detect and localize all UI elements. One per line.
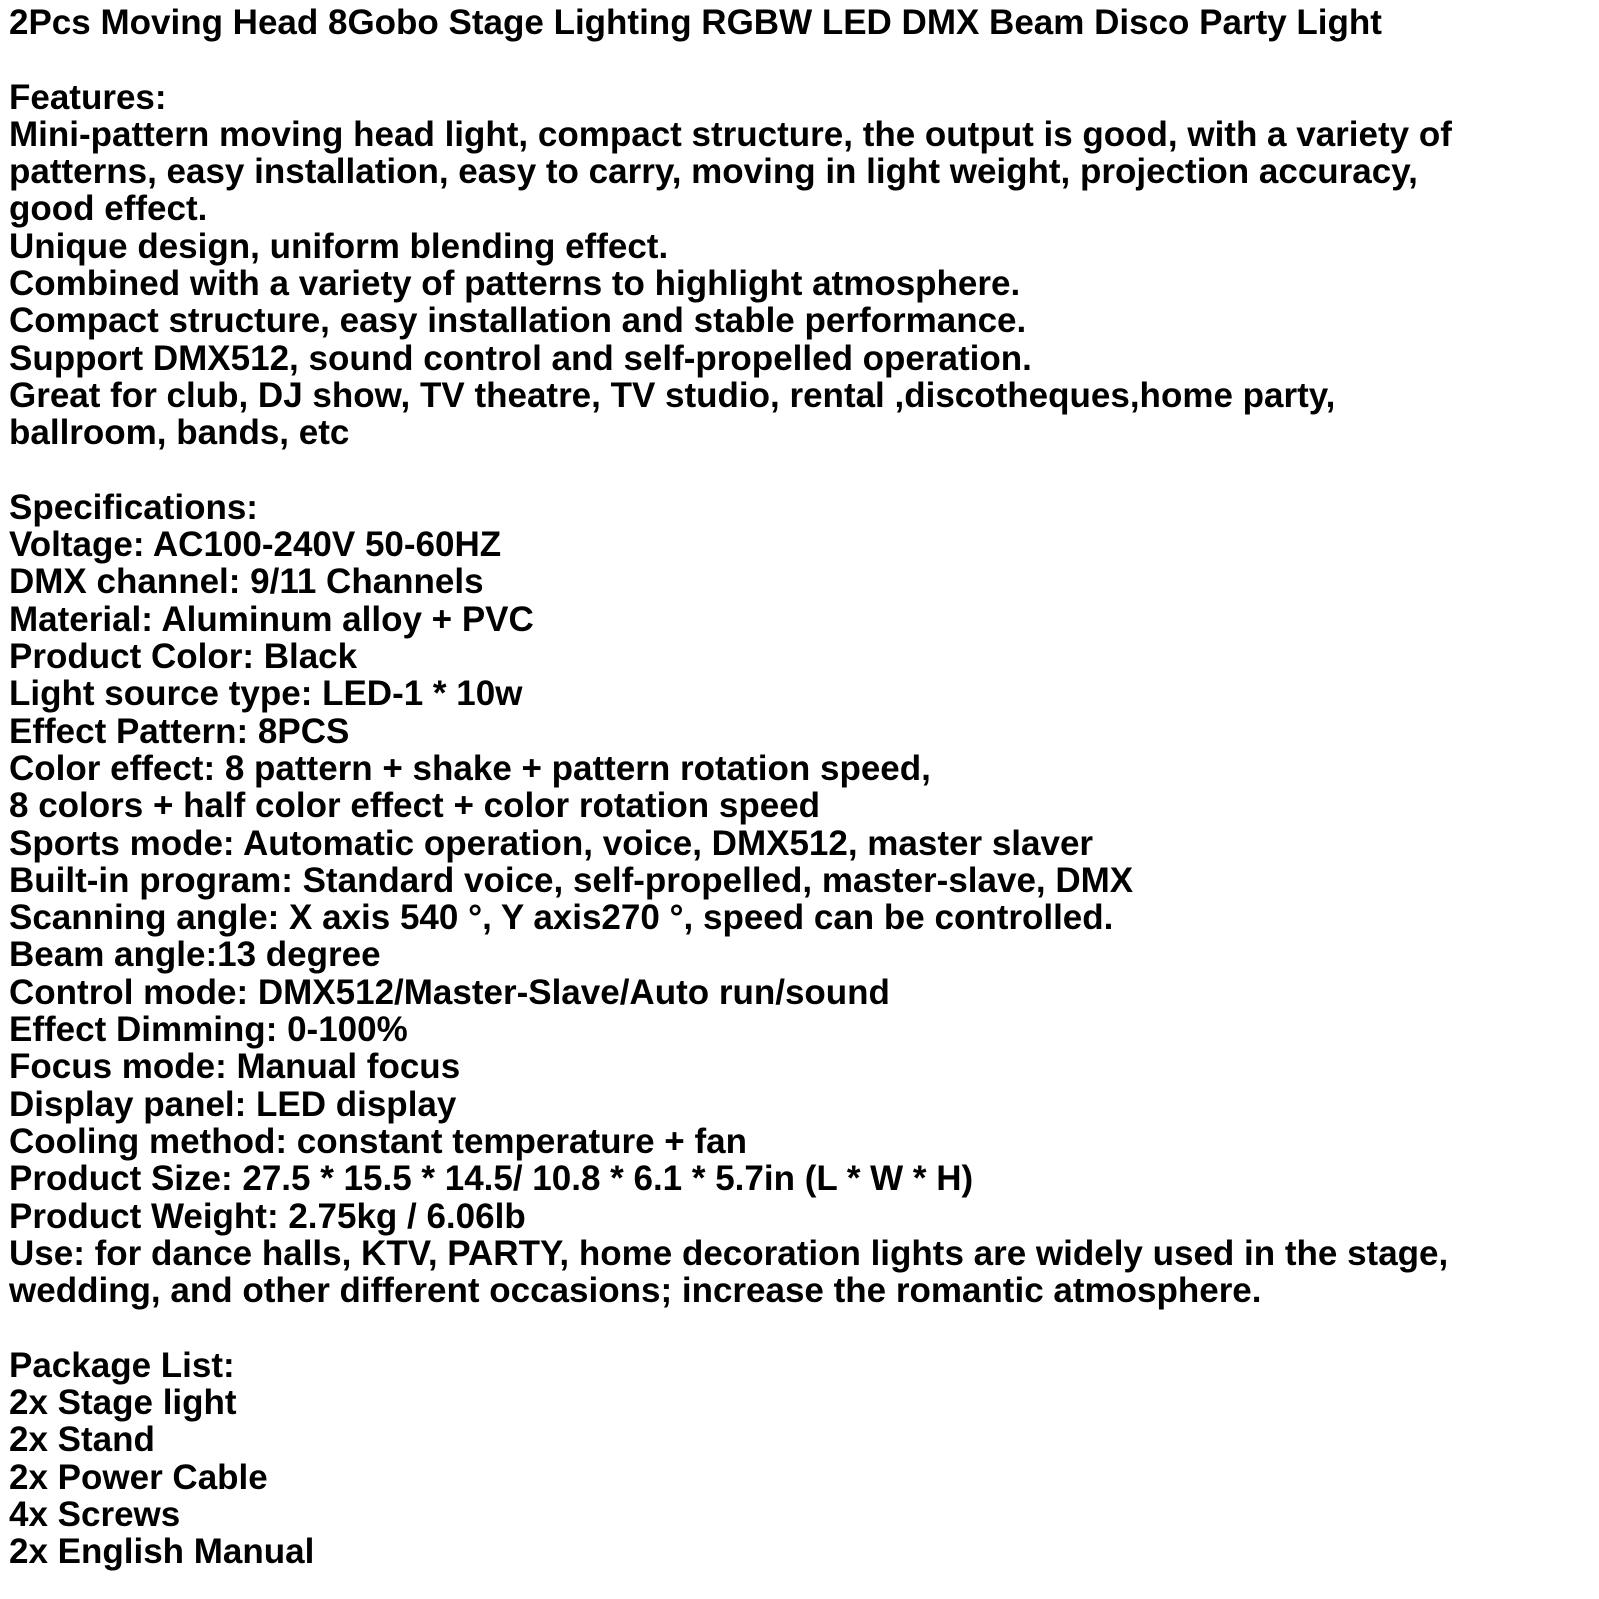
feature-line: good effect. xyxy=(9,189,208,229)
spec-line: Beam angle:13 degree xyxy=(9,935,381,975)
spec-line: Cooling method: constant temperature + fan xyxy=(9,1121,747,1161)
package-item: 2x Stand xyxy=(9,1420,155,1460)
feature-line: ballroom, bands, etc xyxy=(9,413,350,453)
features-heading: Features: xyxy=(9,77,167,117)
feature-line: Mini-pattern moving head light, compact structure, the output is good, with a variety of xyxy=(9,114,1452,154)
feature-line: Unique design, uniform blending effect. xyxy=(9,226,669,266)
blank-line xyxy=(9,1309,1594,1346)
feature-line: Great for club, DJ show, TV theatre, TV studio, rental ,discotheques,home party, xyxy=(9,375,1336,415)
blank-line xyxy=(9,41,1594,78)
spec-line: Product Weight: 2.75kg / 6.06lb xyxy=(9,1196,526,1236)
spec-line: Product Size: 27.5 * 15.5 * 14.5/ 10.8 * 6.1 * 5.7in (L * W * H) xyxy=(9,1159,974,1199)
spec-line: Light source type: LED-1 * 10w xyxy=(9,674,523,714)
spec-line: Focus mode: Manual focus xyxy=(9,1047,461,1087)
spec-line: wedding, and other different occasions; increase the romantic atmosphere. xyxy=(9,1271,1262,1311)
feature-line: Support DMX512, sound control and self-propelled operation. xyxy=(9,338,1032,378)
package-section xyxy=(9,1347,1594,1571)
blank-line xyxy=(9,452,1594,489)
package-heading: Package List: xyxy=(9,1345,235,1385)
spec-line: 8 colors + half color effect + color rotation speed xyxy=(9,786,821,826)
feature-line: patterns, easy installation, easy to carry, moving in light weight, projection accuracy, xyxy=(9,152,1418,192)
specifications-heading: Specifications: xyxy=(9,487,258,527)
product-title: 2Pcs Moving Head 8Gobo Stage Lighting RGBW LED DMX Beam Disco Party Light xyxy=(9,3,1382,42)
spec-line: Color effect: 8 pattern + shake + pattern rotation speed, xyxy=(9,748,931,788)
spec-line: Effect Pattern: 8PCS xyxy=(9,711,350,751)
feature-line: Combined with a variety of patterns to highlight atmosphere. xyxy=(9,264,1021,304)
spec-line: Material: Aluminum alloy + PVC xyxy=(9,599,534,639)
package-item: 2x Stage light xyxy=(9,1382,237,1422)
features-section xyxy=(9,79,1594,452)
spec-line: Control mode: DMX512/Master-Slave/Auto run/sound xyxy=(9,972,890,1012)
spec-line: Use: for dance halls, KTV, PARTY, home decoration lights are widely used in the stage, xyxy=(9,1233,1449,1273)
spec-line: Built-in program: Standard voice, self-propelled, master-slave, DMX xyxy=(9,860,1134,900)
package-item: 2x Power Cable xyxy=(9,1457,268,1497)
package-item: 4x Screws xyxy=(9,1494,181,1534)
feature-line: Compact structure, easy installation and stable performance. xyxy=(9,301,1027,341)
spec-line: Product Color: Black xyxy=(9,637,358,677)
specifications-section xyxy=(9,489,1594,1310)
spec-line: Effect Dimming: 0-100% xyxy=(9,1010,408,1050)
spec-line: Display panel: LED display xyxy=(9,1084,457,1124)
spec-line: DMX channel: 9/11 Channels xyxy=(9,562,484,602)
spec-line: Scanning angle: X axis 540 °, Y axis270 °, speed can be controlled. xyxy=(9,898,1114,938)
product-description xyxy=(9,4,1594,1570)
spec-line: Voltage: AC100-240V 50-60HZ xyxy=(9,525,502,565)
spec-line: Sports mode: Automatic operation, voice, DMX512, master slaver xyxy=(9,823,1094,863)
package-item: 2x English Manual xyxy=(9,1532,315,1572)
